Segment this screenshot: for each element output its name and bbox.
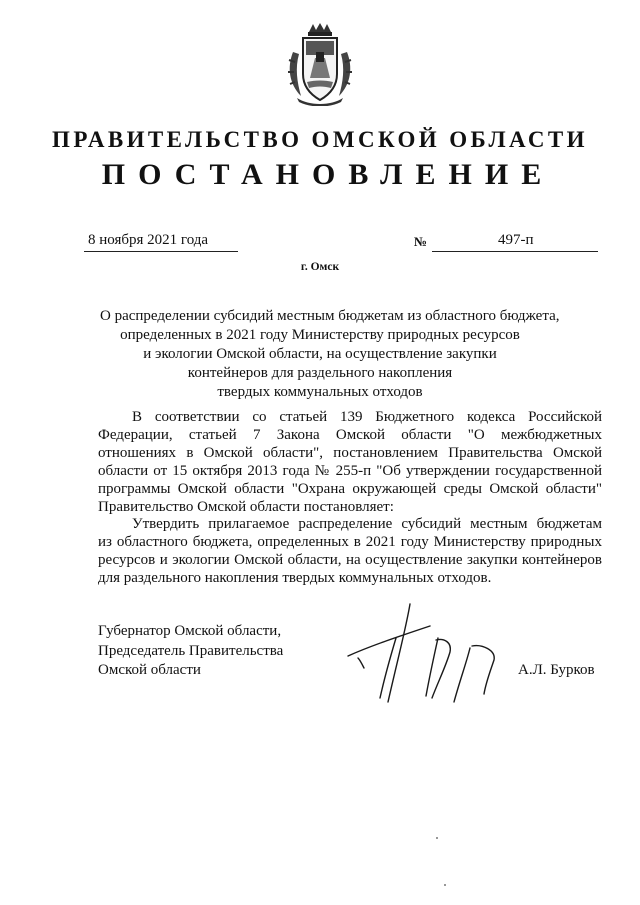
document-subject	[100, 307, 560, 402]
subject-line: твердых коммунальных отходов	[217, 384, 423, 400]
number-label: №	[414, 234, 428, 249]
scan-speck	[444, 884, 446, 886]
subject-line: О распределении субсидий местным бюджетам из областного бюджета,	[100, 308, 560, 324]
government-title: ПРАВИТЕЛЬСТВО ОМСКОЙ ОБЛАСТИ	[52, 127, 588, 152]
city: г. Омск	[300, 261, 340, 273]
body-line: ресурсов и экологии Омской области, на осуществление закупки контейнеров	[98, 552, 602, 569]
document-body	[98, 409, 602, 588]
document-date: 8 ноября 2021 года	[88, 232, 209, 248]
body-line: области от 15 октября 2013 года № 255-п "Об утверждении государственной	[98, 462, 602, 479]
body-line: Правительство Омской области постановляет:	[98, 498, 394, 515]
body-line: В соответствии со статьей 139 Бюджетного кодекса Российской	[132, 409, 602, 425]
document-type-heading: ПОСТАНОВЛЕНИЕ	[101, 158, 555, 191]
body-line: программы Омской области "Охрана окружающей среды Омской области"	[98, 480, 602, 497]
signer-name: А.Л. Бурков	[518, 662, 595, 678]
coat-of-arms-emblem-icon	[285, 22, 355, 106]
number-underline	[432, 251, 598, 252]
position-line: Омской области	[98, 662, 201, 678]
body-line: Федерации, статьей 7 Закона Омской области "О межбюджетных	[98, 426, 602, 443]
body-line: Утвердить прилагаемое распределение субсидий местным бюджетам	[132, 516, 602, 533]
position-line: Председатель Правительства	[98, 642, 284, 659]
handwritten-signature-icon	[340, 598, 510, 708]
document-number: 497-п	[498, 232, 534, 248]
subject-line: и экологии Омской области, на осуществление закупки	[143, 346, 497, 362]
body-line: для раздельного накопления твердых коммунальных отходов.	[98, 570, 492, 587]
date-underline	[84, 251, 238, 252]
signatory-position	[98, 622, 283, 681]
body-line: отношениях в Омской области", постановлением Правительства Омской	[98, 444, 602, 461]
subject-line: контейнеров для раздельного накопления	[187, 365, 453, 381]
position-line: Губернатор Омской области,	[98, 623, 282, 639]
body-line: из областного бюджета, определенных в 2021 году Министерству природных	[98, 534, 602, 551]
scan-speck	[436, 837, 438, 839]
subject-line: определенных в 2021 году Министерству природных ресурсов	[120, 327, 520, 343]
